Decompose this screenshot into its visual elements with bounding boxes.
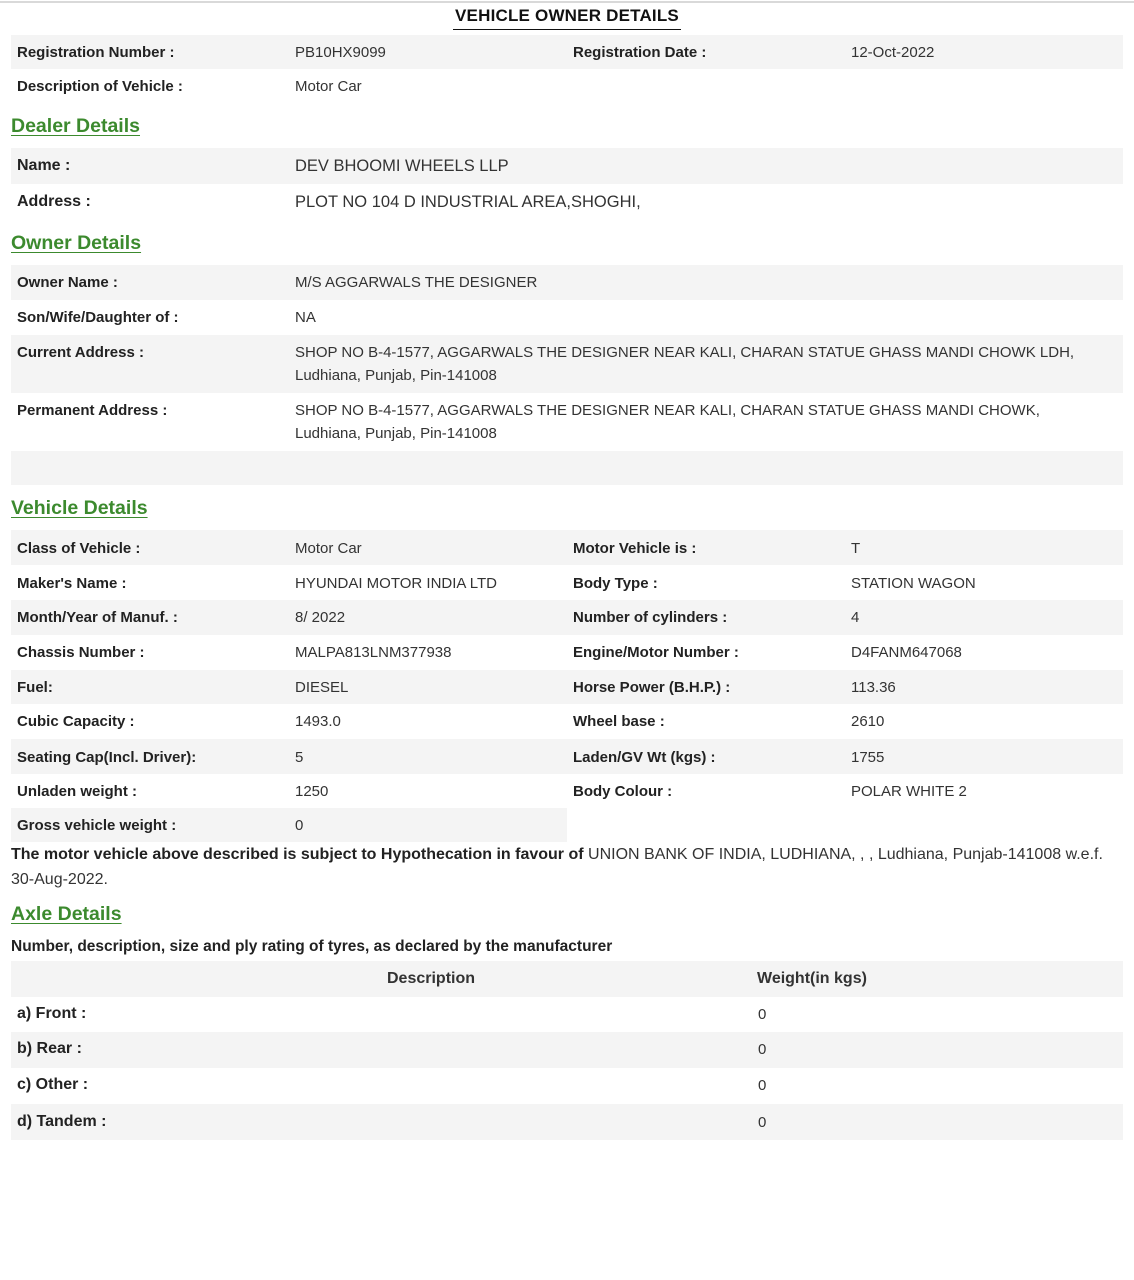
dealer-name-label: Name : [17,157,71,174]
laden-weight-value: 1755 [851,749,885,766]
axle-weight-header: Weight(in kgs) [757,970,867,987]
body-colour-label: Body Colour : [573,783,673,800]
vehicle-row [11,774,1123,808]
owner-name-label: Owner Name : [17,274,118,291]
axle-tandem-value: 0 [758,1114,767,1131]
current-address-value: SHOP NO B-4-1577, AGGARWALS THE DESIGNER NEAR KALI, CHARAN STATUE GHASS MANDI CHOWK LDH, Ludhiana, Punjab, Pin-141008 [295,344,1075,384]
dealer-details-heading: Dealer Details [11,115,140,137]
body-colour-value: POLAR WHITE 2 [851,783,967,800]
axle-row [11,1068,1123,1104]
owner-name-value: M/S AGGARWALS THE DESIGNER [295,274,538,291]
axle-note: Number, description, size and ply rating of tyres, as declared by the manufacturer [11,938,613,955]
current-address-label: Current Address : [17,344,144,361]
owner-details-heading: Owner Details [11,232,142,254]
maker-value: HYUNDAI MOTOR INDIA LTD [295,575,497,592]
cylinders-value: 4 [851,609,860,626]
axle-details-heading: Axle Details [11,903,122,925]
unladen-weight-label: Unladen weight : [17,783,137,800]
vehicle-row [11,739,1123,774]
fuel-label: Fuel: [17,679,53,696]
fuel-value: DIESEL [295,679,349,696]
dealer-address-label: Address : [17,193,91,210]
owner-name-row [11,265,1123,300]
motor-vehicle-is-value: T [851,540,861,557]
top-divider [0,1,1134,3]
chassis-value: MALPA813LNM377938 [295,644,452,661]
gross-weight-label: Gross vehicle weight : [17,817,177,834]
empty-row [11,451,1123,485]
wheel-base-label: Wheel base : [573,713,665,730]
engine-value: D4FANM647068 [851,644,962,661]
class-label: Class of Vehicle : [17,540,141,557]
dealer-name-row [11,148,1123,184]
body-type-label: Body Type : [573,575,658,592]
axle-other-value: 0 [758,1077,767,1094]
hypothecation-date: 30-Aug-2022. [11,871,108,888]
horse-power-label: Horse Power (B.H.P.) : [573,679,731,696]
vehicle-row [11,635,1123,670]
body-type-value: STATION WAGON [851,575,976,592]
registration-number-label: Registration Number : [17,44,175,61]
relation-row [11,300,1123,335]
hypothecation-lead: The motor vehicle above described is subject to Hypothecation in favour of [11,846,584,863]
engine-label: Engine/Motor Number : [573,644,739,661]
vehicle-row [11,530,1123,565]
axle-front-value: 0 [758,1006,767,1023]
axle-rear-label: b) Rear : [17,1040,82,1057]
current-address-row [11,335,1123,393]
cubic-capacity-label: Cubic Capacity : [17,713,135,730]
description-value: Motor Car [295,78,362,95]
chassis-label: Chassis Number : [17,644,145,661]
vehicle-row [11,670,1123,704]
dealer-address-row [11,184,1123,220]
motor-vehicle-is-label: Motor Vehicle is : [573,540,697,557]
manufacture-value: 8/ 2022 [295,609,346,626]
axle-tandem-label: d) Tandem : [17,1113,107,1130]
page-title-text: VEHICLE OWNER DETAILS [453,6,681,30]
seating-label: Seating Cap(Incl. Driver): [17,749,197,766]
wheel-base-value: 2610 [851,713,885,730]
permanent-address-label: Permanent Address : [17,402,168,419]
axle-row [11,1032,1123,1068]
registration-row [11,35,1123,69]
vehicle-row [11,704,1123,739]
axle-header-row [11,961,1123,997]
seating-value: 5 [295,749,304,766]
cubic-capacity-value: 1493.0 [295,713,341,730]
description-row [11,69,1123,103]
axle-front-label: a) Front : [17,1005,87,1022]
class-value: Motor Car [295,540,362,557]
relation-label: Son/Wife/Daughter of : [17,309,179,326]
vehicle-row [11,600,1123,635]
horse-power-value: 113.36 [851,679,896,696]
manufacture-label: Month/Year of Manuf. : [17,609,178,626]
registration-number-value: PB10HX9099 [295,44,386,61]
vehicle-row [11,565,1123,600]
hypothecation-bank: UNION BANK OF INDIA, LUDHIANA, , , Ludhiana, Punjab-141008 [588,846,1062,863]
hypothecation-wef: w.e.f. [1065,846,1103,863]
axle-row [11,1104,1123,1140]
gross-weight-value: 0 [295,817,304,834]
permanent-address-row [11,393,1123,451]
dealer-name-value: DEV BHOOMI WHEELS LLP [295,157,509,175]
vehicle-row [11,808,567,842]
axle-rear-value: 0 [758,1041,767,1058]
hypothecation-note [11,842,1123,892]
unladen-weight-value: 1250 [295,783,329,800]
relation-value: NA [295,309,316,326]
page-title [0,6,1134,30]
vehicle-details-heading: Vehicle Details [11,497,148,519]
dealer-address-value: PLOT NO 104 D INDUSTRIAL AREA,SHOGHI, [295,193,641,211]
registration-date-label: Registration Date : [573,44,707,61]
axle-row [11,997,1123,1032]
permanent-address-value: SHOP NO B-4-1577, AGGARWALS THE DESIGNER NEAR KALI, CHARAN STATUE GHASS MANDI CHOWK, Ludhiana, Punjab, Pin-141008 [295,402,1040,442]
description-label: Description of Vehicle : [17,78,183,95]
cylinders-label: Number of cylinders : [573,609,728,626]
registration-date-value: 12-Oct-2022 [851,44,935,61]
axle-other-label: c) Other : [17,1076,89,1093]
maker-label: Maker's Name : [17,575,127,592]
laden-weight-label: Laden/GV Wt (kgs) : [573,749,716,766]
axle-description-header: Description [387,970,476,987]
